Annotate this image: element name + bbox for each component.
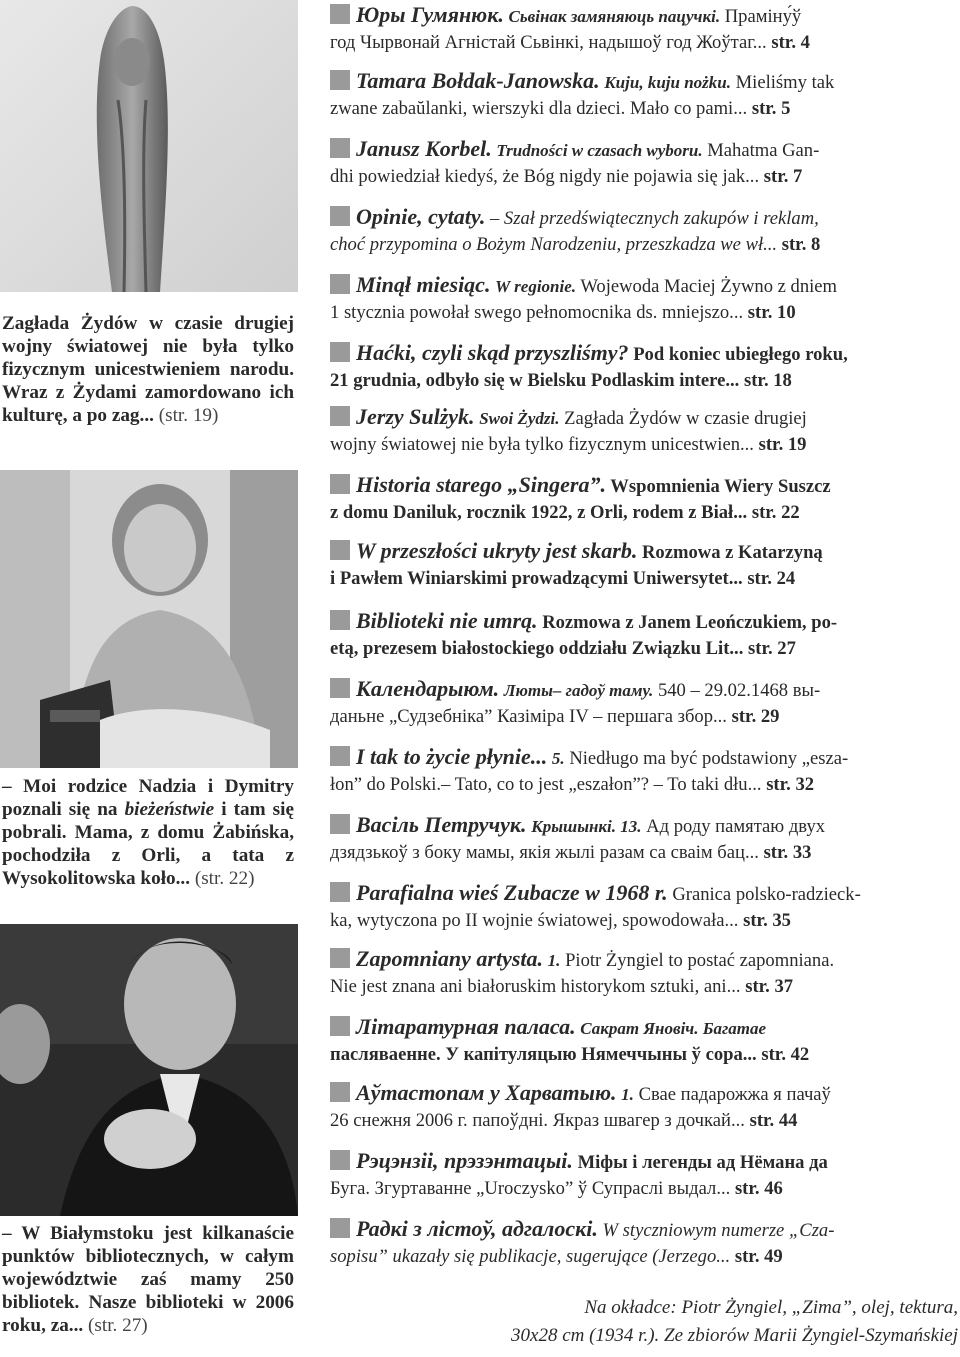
entry-title: Рэцэнзіі, прэзэнтацыі. xyxy=(356,1148,573,1173)
entry-subtitle: Trudności w czasach wyboru. xyxy=(496,141,703,160)
entry-subtitle: Крышынкі. 13. xyxy=(531,817,642,836)
caption-2-text-b: i tam się pobrali. Mama, z domu Żabińska, pochodziła z Orli, a tata z Wysokolitowska koło... xyxy=(2,799,294,889)
entry-title: Jerzy Sulżyk. xyxy=(356,404,475,429)
bullet-square-icon xyxy=(330,540,350,560)
entry-text: W styczniowym numerze „Cza- xyxy=(602,1220,835,1241)
entry-title: I tak to życie płynie... xyxy=(356,744,548,769)
entry-title: Tamara Bołdak-Janowska. xyxy=(356,68,600,93)
caption-1 xyxy=(2,312,294,427)
caption-2-text-a: – Moi rodzice Nadzia i Dymitry poznali się na xyxy=(2,776,294,820)
entry-title: Аўтастопам у Харватыю. xyxy=(356,1080,617,1105)
caption-2-ref: (str. 22) xyxy=(194,868,255,889)
page-ref: str. 29 xyxy=(731,706,780,727)
bullet-square-icon xyxy=(330,678,350,698)
page-ref: str. 27 xyxy=(748,638,796,659)
entry-text: Ад роду памятаю двух xyxy=(646,816,826,837)
page-ref: str. 44 xyxy=(749,1110,798,1131)
entry-text: etą, prezesem białostockiego oddziału Związku Lit... xyxy=(330,638,744,659)
entry-title: Parafialna wieś Zubacze w 1968 r. xyxy=(356,880,668,905)
bullet-square-icon xyxy=(330,70,350,90)
page-ref: str. 7 xyxy=(763,166,803,187)
caption-2 xyxy=(2,775,294,890)
page-ref: str. 22 xyxy=(751,502,800,523)
toc-entry[interactable] xyxy=(330,1148,958,1202)
entry-text: z domu Daniluk, rocznik 1922, z Orli, rodem z Biał... xyxy=(330,502,748,523)
photo-carved-figure xyxy=(0,0,298,292)
toc-entry[interactable] xyxy=(330,404,958,458)
entry-title: Васіль Петручук. xyxy=(356,812,527,837)
left-column xyxy=(0,0,298,1357)
entry-subtitle: 1. xyxy=(621,1085,634,1104)
entry-text: Rozmowa z Katarzyną xyxy=(642,542,823,563)
entry-text: ka, wytyczona po II wojnie światowej, spowodowała... xyxy=(330,910,739,931)
bullet-square-icon xyxy=(330,342,350,362)
entry-title: Zapomniany artysta. xyxy=(356,946,544,971)
entry-text: даньне „Судзебніка” Казіміра IV – першага збор... xyxy=(330,706,727,727)
entry-text: Zagłada Żydów w czasie drugiej xyxy=(564,408,807,429)
toc-entry[interactable] xyxy=(330,608,958,662)
bullet-square-icon xyxy=(330,274,350,294)
cover-credit-line-1: Na okładce: Piotr Żyngiel, „Zima”, olej, tektura, xyxy=(584,1297,958,1318)
caption-3-ref: (str. 27) xyxy=(88,1315,148,1336)
entry-subtitle: 1. xyxy=(547,951,561,970)
bullet-square-icon xyxy=(330,882,350,902)
entry-subtitle: Сьвінак замяняюць пацучкі. xyxy=(508,7,721,26)
page-ref: str. 32 xyxy=(766,774,815,795)
caption-2-italic: bieżeństwie xyxy=(124,799,215,820)
entry-subtitle: Swoi Żydzi. xyxy=(479,409,560,428)
entry-text: choć przypomina o Bożym Narodzeniu, przeszkadza we wł... xyxy=(330,234,778,255)
toc-entry[interactable] xyxy=(330,136,958,190)
bullet-square-icon xyxy=(330,814,350,834)
page-ref: str. 49 xyxy=(734,1246,783,1267)
entry-subtitle: Kuju, kuju nożku. xyxy=(604,73,731,92)
toc-entry[interactable] xyxy=(330,472,958,526)
bullet-square-icon xyxy=(330,948,350,968)
entry-title: Haćki, czyli skąd przyszliśmy? xyxy=(356,340,629,365)
page-ref: str. 19 xyxy=(758,434,807,455)
page-ref: str. 4 xyxy=(771,32,810,53)
toc-entry[interactable] xyxy=(330,880,958,934)
page-ref: str. 46 xyxy=(734,1178,783,1199)
page-ref: str. 10 xyxy=(747,302,796,323)
caption-3-text: – W Białymstoku jest kilkanaście punktów bibliotecznych, w całym województwie zaś mamy 250 bibliotek. Nasze biblioteki w 2006 roku, za... xyxy=(2,1223,294,1336)
entry-text: – Szał przedświątecznych zakupów i reklam, xyxy=(489,208,819,229)
entry-text: Pod koniec ubiegłego roku, xyxy=(633,344,848,365)
entry-text: год Чырвонай Агністай Сьвінкі, надышоў год Жоўтаг... xyxy=(330,32,767,53)
entry-subtitle: Люты– гадоў таму. xyxy=(503,681,654,700)
entry-subtitle: Сакрат Яновіч. Багатае xyxy=(580,1019,767,1038)
entry-text: Mieliśmy tak xyxy=(735,72,835,93)
entry-text: Granica polsko-radzieck- xyxy=(672,884,861,905)
entry-text: Wspomnienia Wiery Suszcz xyxy=(610,476,831,497)
toc-entry[interactable] xyxy=(330,204,958,258)
toc-entry[interactable] xyxy=(330,1080,958,1134)
entry-text: Свае падарожжа я пачаў xyxy=(638,1084,831,1105)
entry-title: W przeszłości ukryty jest skarb. xyxy=(356,538,638,563)
entry-subtitle: W regionie. xyxy=(495,277,577,296)
entry-title: Літаратурная паласа. xyxy=(356,1014,576,1039)
toc-entry[interactable] xyxy=(330,676,958,730)
entry-text: sopisu” ukazały się publikacje, sugerujące (Jerzego... xyxy=(330,1246,731,1267)
entry-text: Rozmowa z Janem Leończukiem, po- xyxy=(542,612,838,633)
toc-entry[interactable] xyxy=(330,272,958,326)
entry-title: Historia starego „Singera”. xyxy=(356,472,606,497)
toc-entry[interactable] xyxy=(330,744,958,798)
toc-entry[interactable] xyxy=(330,340,958,394)
entry-title: Biblioteki nie umrą. xyxy=(356,608,538,633)
toc-entry[interactable] xyxy=(330,538,958,592)
page-ref: str. 33 xyxy=(763,842,812,863)
toc-entry[interactable] xyxy=(330,2,958,56)
photo-woman-sewing xyxy=(0,470,298,768)
entry-text: i Pawłem Winiarskimi prowadzącymi Uniwersytet... xyxy=(330,568,743,589)
entry-text: Piotr Żyngiel to postać zapomniana. xyxy=(565,950,835,971)
entry-text: дзядзькоў з боку мамы, якія жылі разам са сваім бац... xyxy=(330,842,759,863)
entry-text: Праміну́ў xyxy=(724,6,802,27)
caption-3 xyxy=(2,1222,294,1337)
entry-text: 540 – 29.02.1468 вы- xyxy=(657,680,821,701)
toc-entry[interactable] xyxy=(330,1216,958,1270)
bullet-square-icon xyxy=(330,1150,350,1170)
entry-text: Niedługo ma być podstawiony „esza- xyxy=(569,748,849,769)
entry-title: Радкі з лістоў, адгалоскі. xyxy=(356,1216,598,1241)
page-ref: str. 18 xyxy=(743,370,792,391)
page-ref: str. 35 xyxy=(743,910,791,931)
toc-entry[interactable] xyxy=(330,946,958,1000)
caption-1-ref: (str. 19) xyxy=(158,405,219,426)
entry-text: wojny światowej nie była tylko fizycznym unicestwien... xyxy=(330,434,754,455)
entry-text: Wojewoda Maciej Żywno z dniem xyxy=(580,276,838,297)
entry-text: łon” do Polski.– Tato, co to jest „eszałon”? – To taki dłu... xyxy=(330,774,762,795)
page-ref: str. 42 xyxy=(761,1044,810,1065)
bullet-square-icon xyxy=(330,610,350,630)
page-ref: str. 37 xyxy=(745,976,794,997)
entry-text: Nie jest znana ani białoruskim historykom sztuki, ani... xyxy=(330,976,741,997)
bullet-square-icon xyxy=(330,746,350,766)
entry-title: Юры Гумянюк. xyxy=(356,2,504,27)
entry-title: Календарыюм. xyxy=(356,676,500,701)
entry-text: 21 grudnia, odbyło się w Bielsku Podlaskim intere... xyxy=(330,370,740,391)
entry-title: Minął miesiąc. xyxy=(356,272,491,297)
caption-1-text: Zagłada Żydów w czasie drugiej wojny światowej nie była tylko fizycznym unicestwieniem narodu. Wraz z Żydami zamordowano ich kulturę, a po zag... xyxy=(2,313,294,426)
photo-man-clapping xyxy=(0,924,298,1216)
cover-credit-line-2: 30x28 cm (1934 r.). Ze zbiorów Marii Żyngiel-Szymańskiej xyxy=(511,1325,958,1346)
cover-credit xyxy=(330,1294,958,1350)
toc-entry[interactable] xyxy=(330,68,958,122)
entry-text: Буга. Згуртаванне „Uroczysko” ў Супраслі выдал... xyxy=(330,1178,731,1199)
bullet-square-icon xyxy=(330,4,350,24)
entry-text: zwane zabaŭlanki, wierszyki dla dzieci. Mało co pami... xyxy=(330,98,748,119)
entry-text: пасляваенне. У капітуляцыю Нямеччыны ў сора... xyxy=(330,1044,757,1065)
bullet-square-icon xyxy=(330,474,350,494)
bullet-square-icon xyxy=(330,1218,350,1238)
bullet-square-icon xyxy=(330,138,350,158)
bullet-square-icon xyxy=(330,1082,350,1102)
entry-title: Janusz Korbel. xyxy=(356,136,492,161)
entry-text: dhi powiedział kiedyś, że Bóg nigdy nie pojawia się jak... xyxy=(330,166,760,187)
toc-entry[interactable] xyxy=(330,812,958,866)
page-ref: str. 24 xyxy=(747,568,796,589)
page-ref: str. 8 xyxy=(781,234,821,255)
entry-subtitle: 5. xyxy=(551,749,565,768)
entry-text: Міфы і легенды ад Нёмана да xyxy=(577,1152,828,1173)
page-ref: str. 5 xyxy=(751,98,791,119)
toc-entry[interactable] xyxy=(330,1014,958,1068)
entry-text: 26 снежня 2006 г. папоўдні. Якраз швагер з дочкай... xyxy=(330,1110,745,1131)
bullet-square-icon xyxy=(330,206,350,226)
entry-title: Opinie, cytaty. xyxy=(356,204,486,229)
bullet-square-icon xyxy=(330,406,350,426)
entry-text: Mahatma Gan- xyxy=(707,140,820,161)
bullet-square-icon xyxy=(330,1016,350,1036)
entry-text: 1 stycznia powołał swego pełnomocnika ds. mniejszo... xyxy=(330,302,744,323)
